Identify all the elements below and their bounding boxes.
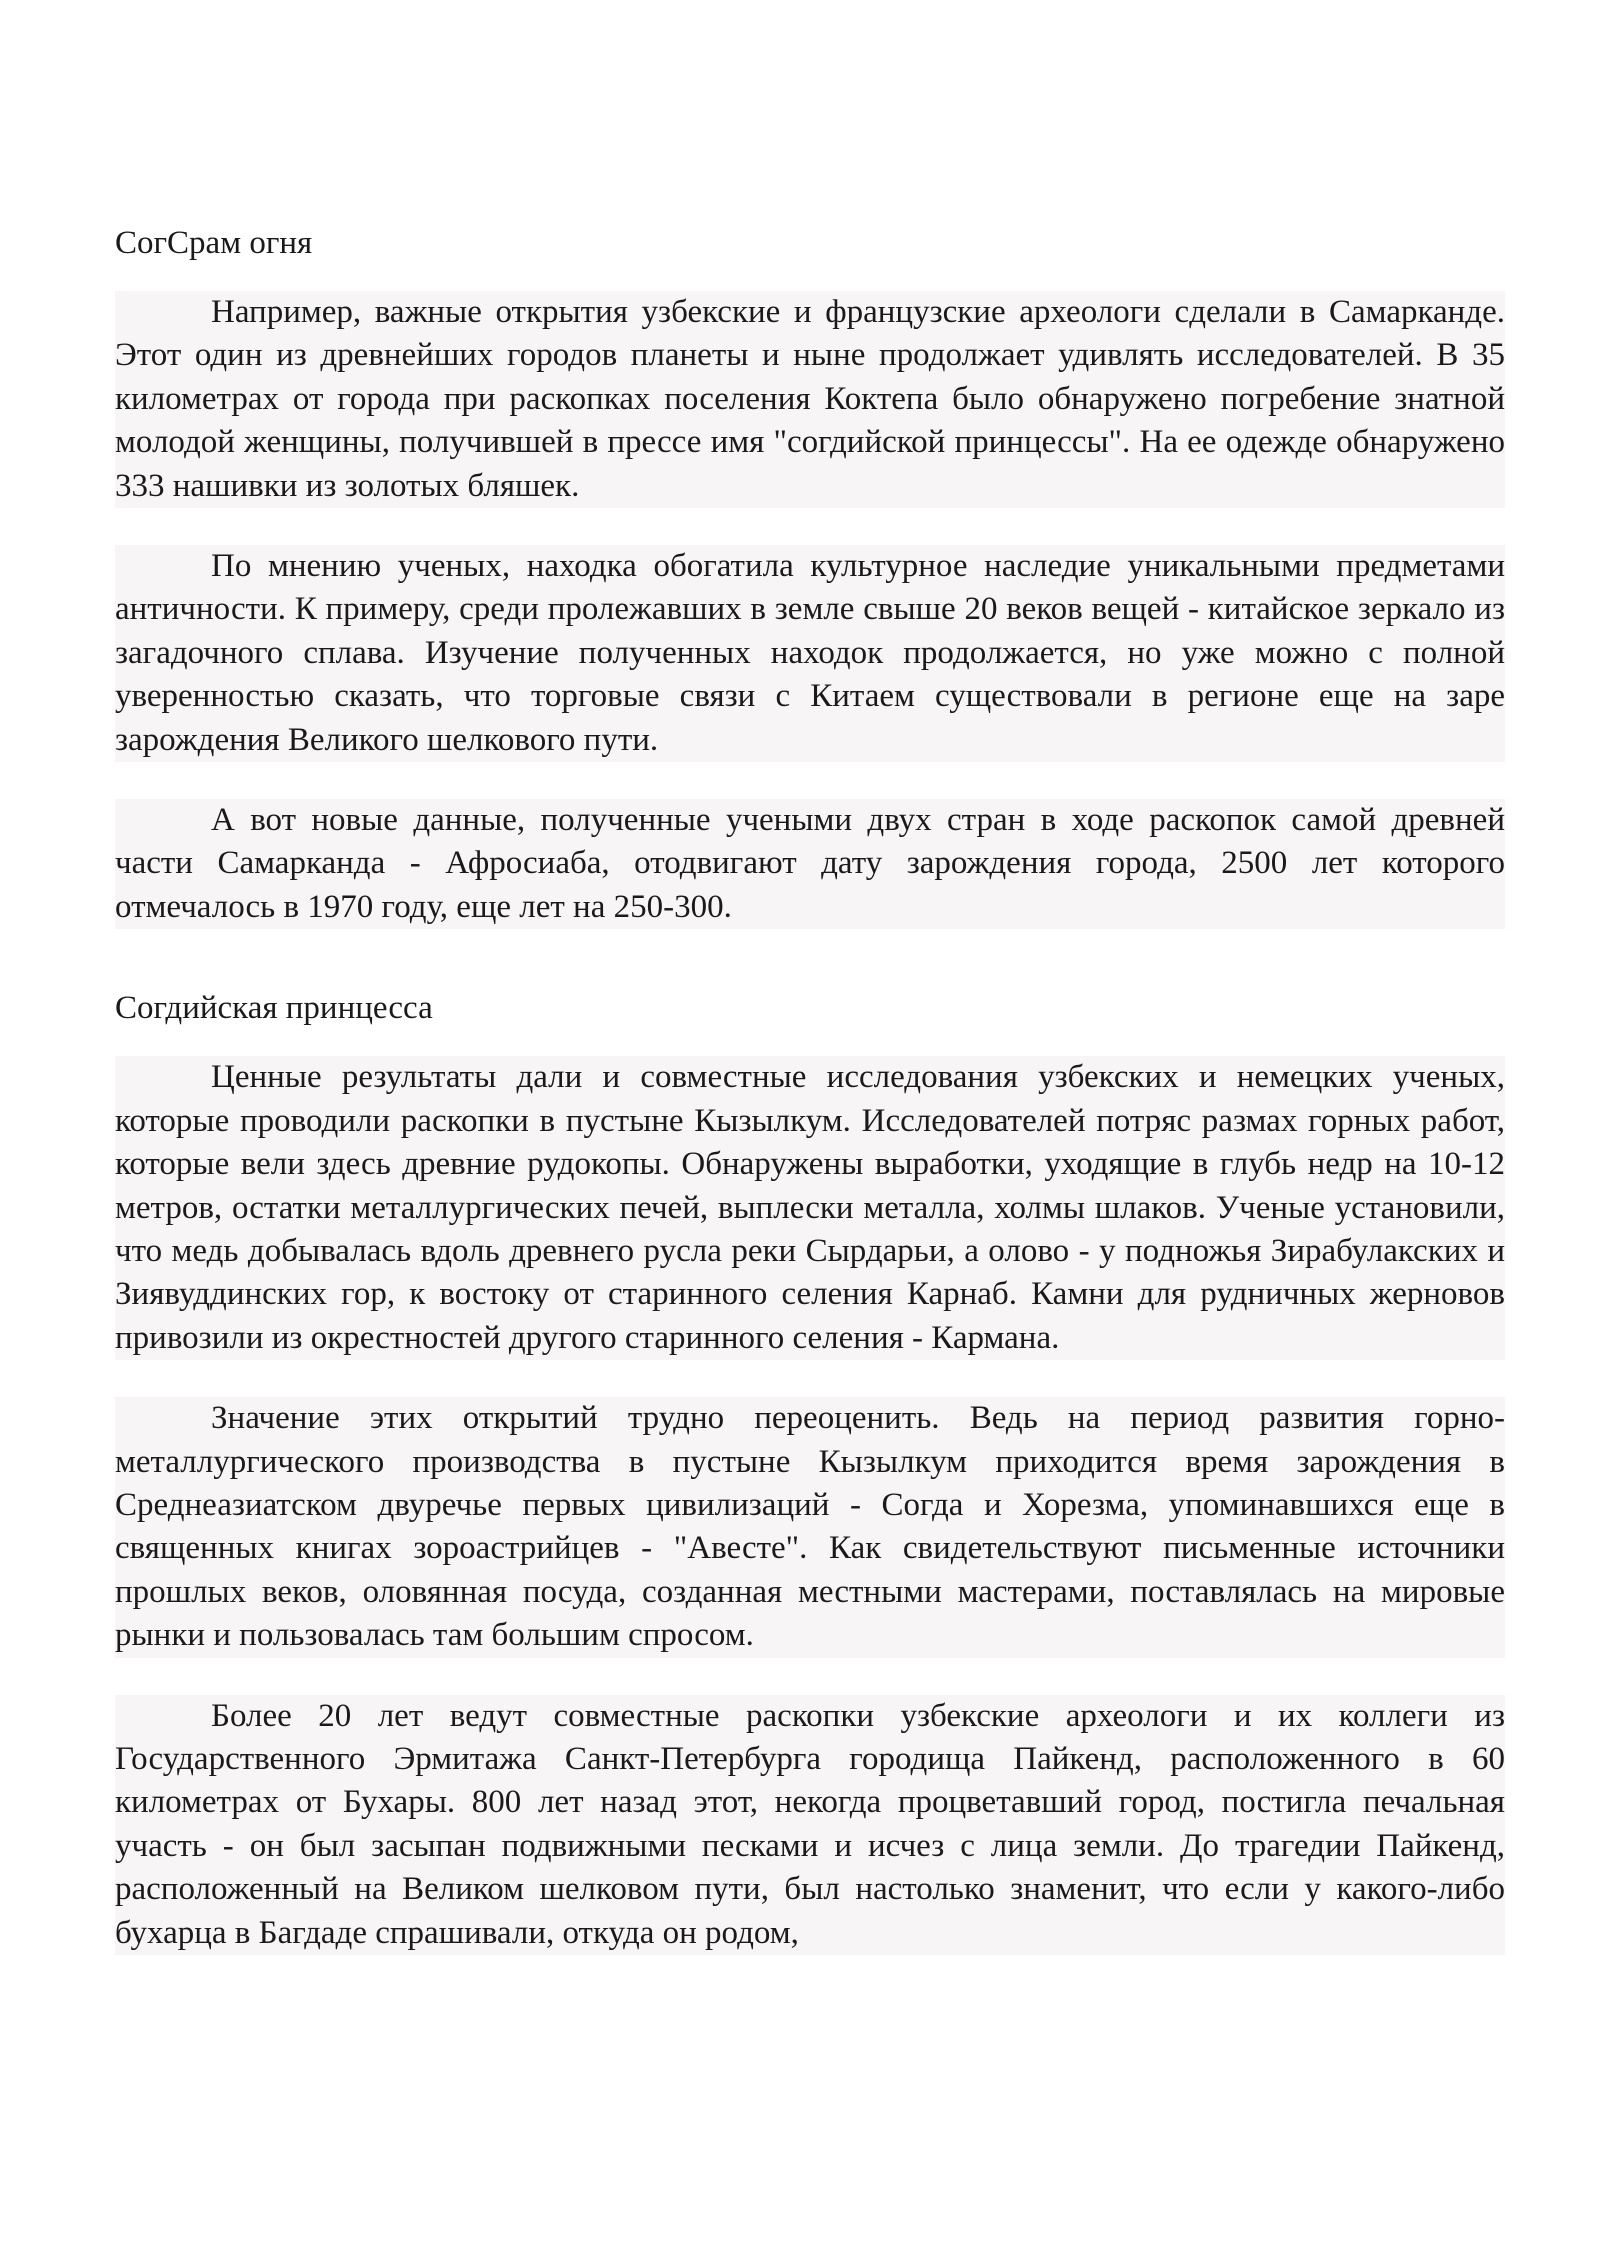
paragraph-antiquity-findings: По мнению ученых, находка обогатила культурное наследие уникальными предметами античности. К примеру, среди пролежавших в земле свыше 20 веков вещей - китайское зеркало из загадочного сплава. Изучение полученных находок продолжается, но уже можно с полной уверенностью сказать, что торговые связи с Китаем существовали в регионе еще на заре зарождения Великого шелкового пути. bbox=[115, 545, 1505, 762]
section-heading-sogdian-princess: Согдийская принцесса bbox=[115, 990, 433, 1027]
paragraph-mining-significance: Значение этих открытий трудно переоценить. Ведь на период развития горно-металлургического производства в пустыне Кызылкум приходится время зарождения в Среднеазиатском двуречье первых цивилизаций - Согда и Хорезма, упоминавшихся еще в священных книгах зороастрийцев - "Авесте". Как свидетельствуют письменные источники прошлых веков, оловянная посуда, созданная местными мастерами, поставлялась на мировые рынки и пользовалась там большим спросом. bbox=[115, 1397, 1505, 1657]
paragraph-kyzylkum-research: Ценные результаты дали и совместные исследования узбекских и немецких ученых, которые проводили раскопки в пустыне Кызылкум. Исследователей потряс размах горных работ, которые вели здесь древние рудокопы. Обнаружены выработки, уходящие в глубь недр на 10-12 метров, остатки металлургических печей, выплески металла, холмы шлаков. Ученые установили, что медь добывалась вдоль древнего русла реки Сырдарьи, а олово - у подножья Зирабулакских и Зиявуддинских гор, к востоку от старинного селения Карнаб. Камни для рудничных жерновов привозили из окрестностей другого старинного селения - Кармана. bbox=[115, 1056, 1505, 1360]
paragraph-afrosiab-dating: А вот новые данные, полученные учеными двух стран в ходе раскопок самой древней части Самарканда - Афросиаба, отодвигают дату зарождения города, 2500 лет которого отмечалось в 1970 году, еще лет на 250-300. bbox=[115, 799, 1505, 929]
paragraph-samarkand-discoveries: Например, важные открытия узбекские и французские археологи сделали в Самарканде. Этот один из древнейших городов планеты и ныне продолжает удивлять исследователей. В 35 километрах от города при раскопках поселения Коктепа было обнаружено погребение знатной молодой женщины, получившей в прессе имя "согдийской принцессы". На ее одежде обнаружено 333 нашивки из золотых бляшек. bbox=[115, 291, 1505, 508]
paragraph-paikend-excavations: Более 20 лет ведут совместные раскопки узбекские археологи и их коллеги из Государственного Эрмитажа Санкт-Петербурга городища Пайкенд, расположенного в 60 километрах от Бухары. 800 лет назад этот, некогда процветавший город, постигла печальная участь - он был засыпан подвижными песками и исчез с лица земли. До трагедии Пайкенд, расположенный на Великом шелковом пути, был настолько знаменит, что если у какого-либо бухарца в Багдаде спрашивали, откуда он родом, bbox=[115, 1695, 1505, 1955]
section-heading-fire-temple: СогСрам огня bbox=[115, 225, 313, 261]
